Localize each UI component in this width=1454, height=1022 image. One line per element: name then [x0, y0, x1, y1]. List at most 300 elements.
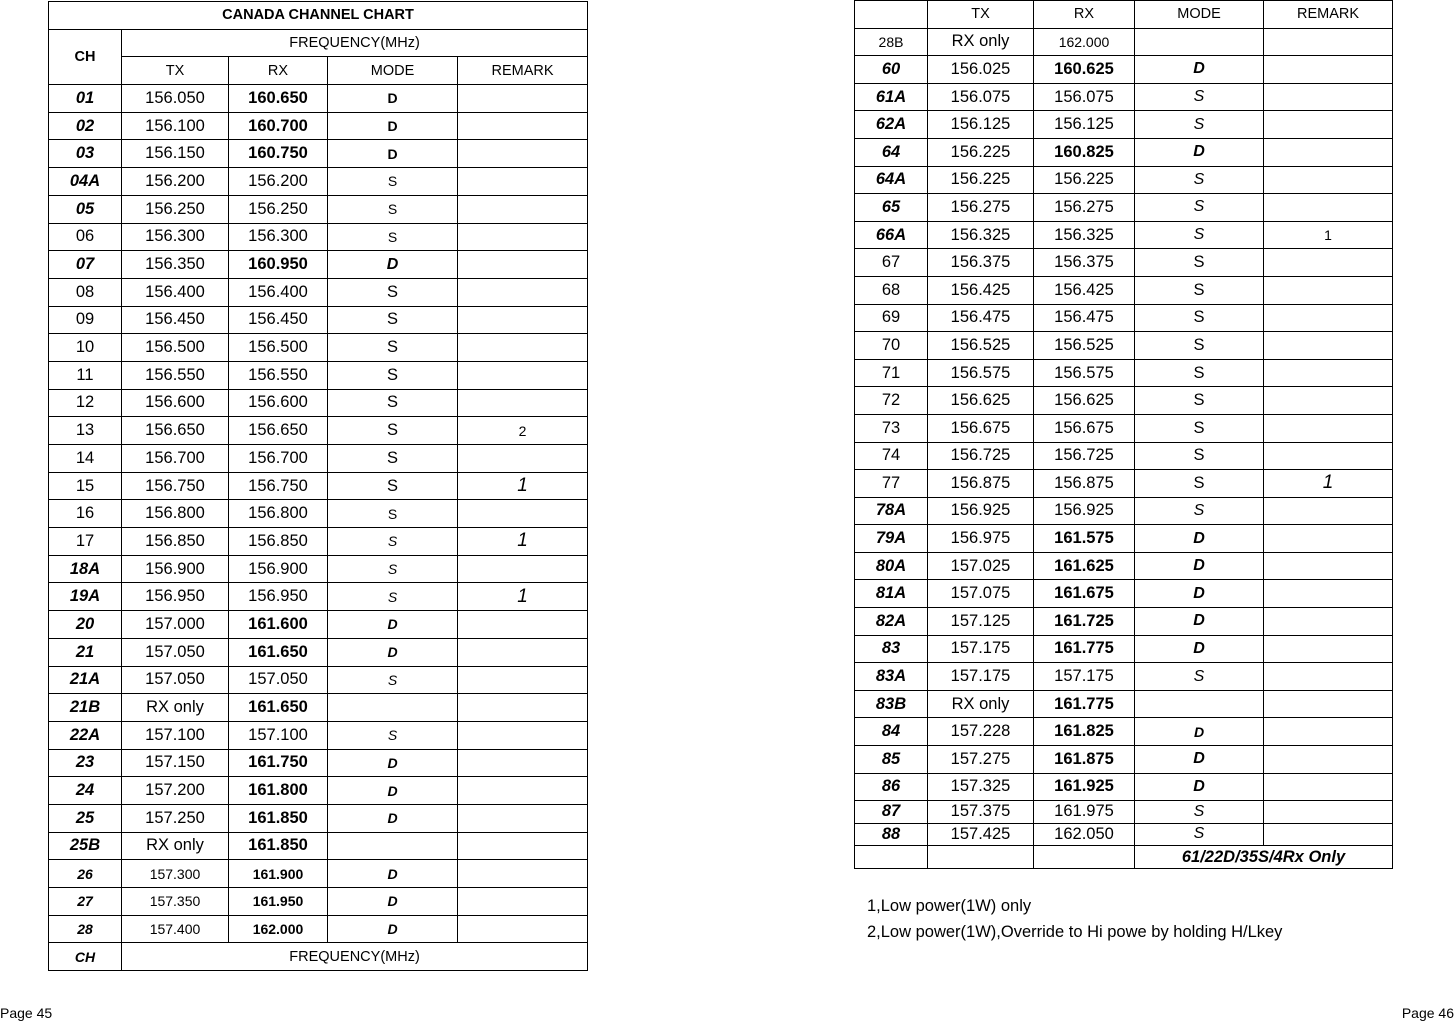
rx-cell: 156.500: [229, 334, 328, 362]
footer-empty-cell: [855, 846, 928, 869]
rx-cell: 156.700: [229, 445, 328, 473]
remark-cell: 1: [458, 583, 588, 611]
remark-cell: [1264, 663, 1393, 691]
channel-cell: 78A: [855, 497, 928, 525]
channel-cell: 17: [49, 528, 122, 556]
table-row: [855, 773, 1393, 801]
channel-cell: 84: [855, 718, 928, 746]
mode-cell: [328, 832, 458, 860]
tx-cell: RX only: [928, 690, 1034, 718]
rx-cell: 161.800: [229, 777, 328, 805]
rx-header: RX: [229, 57, 328, 85]
remark-cell: [458, 306, 588, 334]
table-row: [855, 387, 1393, 415]
channel-cell: 87: [855, 801, 928, 824]
rx-cell: 156.250: [229, 195, 328, 223]
table-row: [855, 690, 1393, 718]
table-row: [49, 445, 588, 473]
mode-cell: D: [328, 611, 458, 639]
tx-cell: 157.175: [928, 663, 1034, 691]
channel-cell: 83A: [855, 663, 928, 691]
remark-cell: [1264, 83, 1393, 111]
table-row: [855, 359, 1393, 387]
remark-cell: [458, 721, 588, 749]
mode-cell: D: [328, 251, 458, 279]
remark-cell: 1: [1264, 470, 1393, 498]
table-row: [49, 888, 588, 916]
rx-cell: 156.550: [229, 361, 328, 389]
remark-cell: [458, 223, 588, 251]
remark-cell: [458, 860, 588, 888]
remark-cell: [458, 361, 588, 389]
rx-cell: 156.900: [229, 555, 328, 583]
rx-cell: 161.600: [229, 611, 328, 639]
rx-cell: 156.450: [229, 306, 328, 334]
channel-cell: 14: [49, 445, 122, 473]
mode-cell: S: [328, 472, 458, 500]
channel-cell: 62A: [855, 111, 928, 139]
table-row: [49, 472, 588, 500]
table-row: [49, 721, 588, 749]
table-row: [49, 749, 588, 777]
channel-cell: 04A: [49, 168, 122, 196]
remark-cell: [458, 749, 588, 777]
mode-cell: S: [1135, 276, 1264, 304]
tx-cell: 157.025: [928, 552, 1034, 580]
mode-cell: S: [1135, 221, 1264, 249]
tx-cell: 156.850: [122, 528, 229, 556]
remark-cell: [458, 445, 588, 473]
rx-cell: 160.825: [1034, 138, 1135, 166]
tx-cell: 156.925: [928, 497, 1034, 525]
mode-cell: S: [1135, 332, 1264, 360]
tx-header: TX: [122, 57, 229, 85]
tx-cell: 156.100: [122, 112, 229, 140]
footer-ch-label: CH: [49, 943, 122, 971]
tx-cell: 157.375: [928, 801, 1034, 824]
rx-cell: 156.325: [1034, 221, 1135, 249]
table-row: [49, 666, 588, 694]
tx-cell: 156.225: [928, 166, 1034, 194]
remark-cell: [458, 334, 588, 362]
tx-cell: 157.150: [122, 749, 229, 777]
tx-cell: 157.228: [928, 718, 1034, 746]
channel-cell: 25: [49, 804, 122, 832]
rx-cell: 156.950: [229, 583, 328, 611]
footnote-1: 1,Low power(1W) only: [867, 897, 1032, 915]
mode-cell: S: [328, 445, 458, 473]
table-row: [49, 694, 588, 722]
mode-cell: D: [1135, 635, 1264, 663]
table-row: [855, 552, 1393, 580]
table-row: [855, 823, 1393, 846]
channel-cell: 60: [855, 56, 928, 84]
rx-cell: 156.850: [229, 528, 328, 556]
tx-cell: 156.050: [122, 85, 229, 113]
channel-cell: 77: [855, 470, 928, 498]
rx-cell: 156.475: [1034, 304, 1135, 332]
remark-cell: [458, 915, 588, 943]
tx-cell: 156.400: [122, 278, 229, 306]
mode-cell: S: [1135, 387, 1264, 415]
rx-cell: 161.575: [1034, 525, 1135, 553]
channel-cell: 73: [855, 414, 928, 442]
table-row: [49, 112, 588, 140]
mode-cell: [1135, 690, 1264, 718]
table-row: [49, 223, 588, 251]
table-row: [49, 334, 588, 362]
remark-cell: [1264, 773, 1393, 801]
channel-cell: 83B: [855, 690, 928, 718]
rx-cell: 156.925: [1034, 497, 1135, 525]
table-row: [49, 555, 588, 583]
mode-cell: [328, 694, 458, 722]
channel-cell: 07: [49, 251, 122, 279]
remark-cell: [458, 555, 588, 583]
mode-cell: D: [1135, 580, 1264, 608]
remark-cell: [458, 611, 588, 639]
tx-cell: 156.425: [928, 276, 1034, 304]
remark-cell: [1264, 414, 1393, 442]
table-row: [855, 414, 1393, 442]
tx-cell: RX only: [122, 832, 229, 860]
channel-cell: 20: [49, 611, 122, 639]
tx-header: TX: [928, 1, 1034, 29]
remark-cell: [1264, 111, 1393, 139]
channel-cell: 70: [855, 332, 928, 360]
rx-cell: 156.125: [1034, 111, 1135, 139]
footer-empty-cell: [928, 846, 1034, 869]
table-row: [855, 497, 1393, 525]
tx-cell: 157.200: [122, 777, 229, 805]
tx-cell: 157.050: [122, 666, 229, 694]
mode-header: MODE: [1135, 1, 1264, 29]
remark-cell: [1264, 276, 1393, 304]
mode-cell: S: [328, 361, 458, 389]
table-row: [49, 915, 588, 943]
remark-cell: [1264, 56, 1393, 84]
tx-cell: 157.325: [928, 773, 1034, 801]
mode-cell: S: [1135, 497, 1264, 525]
remark-cell: [1264, 608, 1393, 636]
mode-cell: D: [1135, 608, 1264, 636]
channel-cell: 05: [49, 195, 122, 223]
rx-cell: 161.750: [229, 749, 328, 777]
channel-cell: 15: [49, 472, 122, 500]
page-number-right: Page 46: [1401, 1005, 1454, 1021]
channel-cell: 28: [49, 915, 122, 943]
rx-header: RX: [1034, 1, 1135, 29]
tx-cell: 156.975: [928, 525, 1034, 553]
rx-cell: 157.175: [1034, 663, 1135, 691]
remark-cell: [1264, 194, 1393, 222]
tx-cell: 156.500: [122, 334, 229, 362]
table-row: [855, 138, 1393, 166]
mode-cell: S: [328, 583, 458, 611]
tx-cell: 156.700: [122, 445, 229, 473]
mode-cell: S: [328, 195, 458, 223]
rx-cell: 161.650: [229, 694, 328, 722]
remark-cell: 2: [458, 417, 588, 445]
footer-empty-cell: [1034, 846, 1135, 869]
channel-cell: 13: [49, 417, 122, 445]
tx-cell: 156.550: [122, 361, 229, 389]
mode-cell: D: [1135, 773, 1264, 801]
tx-cell: 156.200: [122, 168, 229, 196]
rx-cell: 156.225: [1034, 166, 1135, 194]
rx-cell: 161.900: [229, 860, 328, 888]
tx-cell: 156.250: [122, 195, 229, 223]
channel-cell: 69: [855, 304, 928, 332]
remark-cell: [1264, 138, 1393, 166]
rx-cell: 161.875: [1034, 746, 1135, 774]
tx-cell: 156.575: [928, 359, 1034, 387]
table-footer: [855, 846, 1393, 869]
channel-cell: 71: [855, 359, 928, 387]
channel-cell: 82A: [855, 608, 928, 636]
remark-cell: [458, 140, 588, 168]
mode-cell: D: [328, 85, 458, 113]
rx-cell: 156.425: [1034, 276, 1135, 304]
rx-cell: 161.725: [1034, 608, 1135, 636]
remark-cell: [1264, 690, 1393, 718]
channel-cell: 81A: [855, 580, 928, 608]
mode-cell: S: [328, 528, 458, 556]
remark-header: REMARK: [1264, 1, 1393, 29]
mode-cell: S: [1135, 414, 1264, 442]
channel-cell: 64A: [855, 166, 928, 194]
rx-cell: 160.625: [1034, 56, 1135, 84]
channel-cell: 79A: [855, 525, 928, 553]
mode-cell: S: [1135, 470, 1264, 498]
rx-cell: 161.775: [1034, 690, 1135, 718]
rx-cell: 156.375: [1034, 249, 1135, 277]
mode-cell: S: [328, 721, 458, 749]
mode-cell: [1135, 28, 1264, 56]
tx-cell: 156.450: [122, 306, 229, 334]
mode-cell: D: [328, 888, 458, 916]
mode-cell: D: [328, 140, 458, 168]
footnote-2: 2,Low power(1W),Override to Hi powe by holding H/Lkey: [867, 923, 1283, 941]
channel-cell: 28B: [855, 28, 928, 56]
rx-cell: 157.050: [229, 666, 328, 694]
channel-cell: 24: [49, 777, 122, 805]
table-footer: [49, 943, 588, 971]
mode-cell: D: [328, 777, 458, 805]
channel-cell: 08: [49, 278, 122, 306]
remark-cell: [1264, 823, 1393, 846]
mode-cell: D: [1135, 56, 1264, 84]
remark-cell: [1264, 442, 1393, 470]
remark-cell: [1264, 332, 1393, 360]
rx-cell: 160.700: [229, 112, 328, 140]
table-row: [49, 361, 588, 389]
table-row: [49, 611, 588, 639]
mode-cell: D: [328, 638, 458, 666]
mode-cell: S: [1135, 823, 1264, 846]
rx-cell: 160.950: [229, 251, 328, 279]
channel-cell: 66A: [855, 221, 928, 249]
channel-table-left: [48, 1, 588, 971]
channel-cell: 22A: [49, 721, 122, 749]
channel-cell: 18A: [49, 555, 122, 583]
tx-cell: 157.250: [122, 804, 229, 832]
mode-cell: D: [1135, 746, 1264, 774]
channel-cell: 02: [49, 112, 122, 140]
table-row: [49, 777, 588, 805]
rx-cell: 162.000: [229, 915, 328, 943]
rx-cell: 161.950: [229, 888, 328, 916]
footer-frequency-label: FREQUENCY(MHz): [122, 943, 588, 971]
mode-cell: D: [328, 915, 458, 943]
table-row: [49, 832, 588, 860]
channel-cell: 68: [855, 276, 928, 304]
table-row: [855, 304, 1393, 332]
mode-cell: S: [328, 306, 458, 334]
table-row: [49, 528, 588, 556]
rx-cell: 161.675: [1034, 580, 1135, 608]
mode-cell: D: [1135, 552, 1264, 580]
tx-cell: 156.300: [122, 223, 229, 251]
table-row: [49, 583, 588, 611]
remark-cell: [458, 85, 588, 113]
channel-cell: 27: [49, 888, 122, 916]
rx-cell: 156.525: [1034, 332, 1135, 360]
ch-header: CH: [49, 29, 122, 84]
tx-cell: 157.425: [928, 823, 1034, 846]
remark-cell: [458, 777, 588, 805]
mode-cell: S: [1135, 249, 1264, 277]
remark-cell: [458, 251, 588, 279]
mode-cell: S: [1135, 304, 1264, 332]
remark-cell: 1: [1264, 221, 1393, 249]
remark-cell: [1264, 249, 1393, 277]
table-row: [855, 249, 1393, 277]
channel-cell: 25B: [49, 832, 122, 860]
table-row: [855, 83, 1393, 111]
tx-cell: 156.275: [928, 194, 1034, 222]
tx-cell: 156.875: [928, 470, 1034, 498]
tx-cell: 156.725: [928, 442, 1034, 470]
rx-cell: 156.575: [1034, 359, 1135, 387]
tx-cell: 156.375: [928, 249, 1034, 277]
remark-cell: [458, 888, 588, 916]
tx-cell: 156.600: [122, 389, 229, 417]
mode-cell: S: [328, 223, 458, 251]
rx-cell: 156.200: [229, 168, 328, 196]
table-row: [855, 111, 1393, 139]
channel-cell: 06: [49, 223, 122, 251]
table-row: [49, 195, 588, 223]
rx-cell: 161.625: [1034, 552, 1135, 580]
rx-cell: 156.725: [1034, 442, 1135, 470]
tx-cell: 156.800: [122, 500, 229, 528]
rx-cell: 161.975: [1034, 801, 1135, 824]
rx-cell: 156.650: [229, 417, 328, 445]
table-row: [855, 801, 1393, 824]
rx-cell: 156.675: [1034, 414, 1135, 442]
channel-cell: 80A: [855, 552, 928, 580]
remark-cell: [458, 389, 588, 417]
channel-cell: 26: [49, 860, 122, 888]
channel-cell: 21: [49, 638, 122, 666]
channel-cell: 09: [49, 306, 122, 334]
table-row: [49, 500, 588, 528]
table-row: [855, 718, 1393, 746]
table-row: [49, 168, 588, 196]
rx-cell: 161.850: [229, 832, 328, 860]
remark-cell: [458, 168, 588, 196]
tx-cell: 157.050: [122, 638, 229, 666]
mode-header: MODE: [328, 57, 458, 85]
tx-cell: 156.900: [122, 555, 229, 583]
channel-cell: 65: [855, 194, 928, 222]
remark-cell: [1264, 304, 1393, 332]
mode-cell: S: [1135, 663, 1264, 691]
mode-cell: S: [1135, 83, 1264, 111]
rx-cell: 162.000: [1034, 28, 1135, 56]
rx-cell: 161.775: [1034, 635, 1135, 663]
channel-cell: 12: [49, 389, 122, 417]
mode-cell: D: [328, 804, 458, 832]
tx-cell: 157.175: [928, 635, 1034, 663]
tx-cell: 157.350: [122, 888, 229, 916]
mode-cell: D: [328, 749, 458, 777]
mode-cell: S: [328, 334, 458, 362]
remark-cell: [458, 112, 588, 140]
rx-cell: 156.300: [229, 223, 328, 251]
rx-cell: 156.275: [1034, 194, 1135, 222]
mode-cell: D: [1135, 525, 1264, 553]
tx-cell: 156.950: [122, 583, 229, 611]
tx-cell: 156.325: [928, 221, 1034, 249]
table-row: [855, 28, 1393, 56]
rx-cell: 156.625: [1034, 387, 1135, 415]
table-row: [49, 306, 588, 334]
remark-cell: [1264, 166, 1393, 194]
table-row: [855, 663, 1393, 691]
channel-cell: 83: [855, 635, 928, 663]
rx-cell: 156.400: [229, 278, 328, 306]
table-row: [49, 389, 588, 417]
channel-cell: 67: [855, 249, 928, 277]
tx-cell: 156.125: [928, 111, 1034, 139]
table-row: [855, 332, 1393, 360]
channel-cell: 03: [49, 140, 122, 168]
tx-cell: 156.475: [928, 304, 1034, 332]
mode-cell: S: [328, 389, 458, 417]
table-row: [855, 746, 1393, 774]
tx-cell: 156.225: [928, 138, 1034, 166]
remark-cell: [1264, 746, 1393, 774]
mode-cell: S: [328, 555, 458, 583]
rx-cell: 162.050: [1034, 823, 1135, 846]
tx-cell: 157.400: [122, 915, 229, 943]
remark-cell: [1264, 580, 1393, 608]
channel-cell: 11: [49, 361, 122, 389]
mode-cell: D: [1135, 718, 1264, 746]
remark-cell: [1264, 28, 1393, 56]
mode-cell: S: [1135, 111, 1264, 139]
footer-summary: 61/22D/35S/4Rx Only: [1135, 846, 1393, 869]
remark-cell: [1264, 387, 1393, 415]
table-row: [49, 140, 588, 168]
table-row: [49, 417, 588, 445]
channel-cell: 21B: [49, 694, 122, 722]
channel-cell: 72: [855, 387, 928, 415]
channel-cell: 64: [855, 138, 928, 166]
remark-cell: [458, 638, 588, 666]
